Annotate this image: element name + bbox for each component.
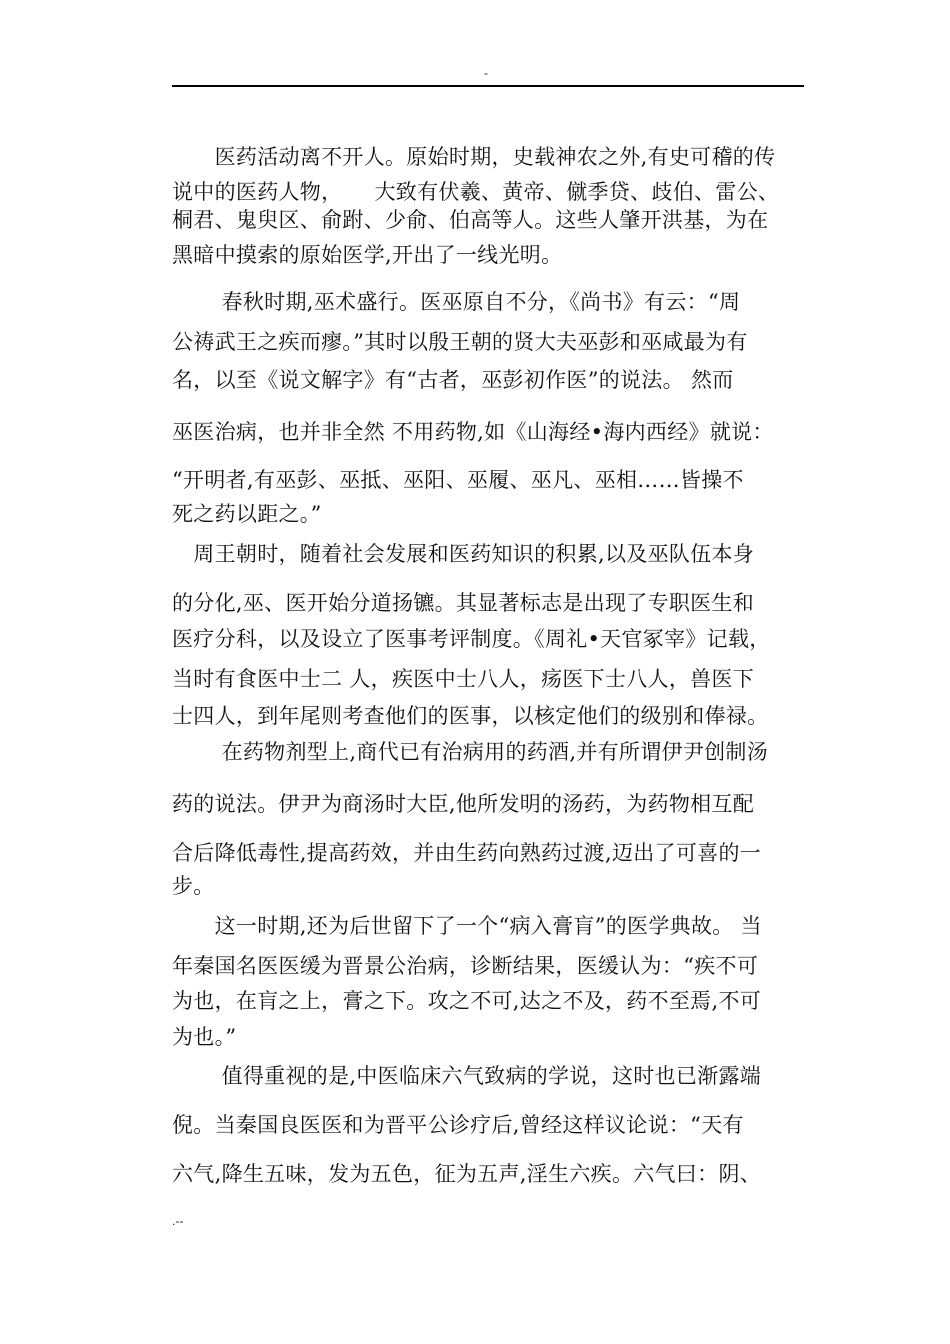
text-line: 这一时期,还为后世留下了一个“病入膏肓”的医学典故。 当 [172,914,762,938]
text-line: 为也，在肓之上，膏之下。攻之不可,达之不及，药不至焉,不可 [172,989,762,1013]
text-line: 士四人，到年尾则考查他们的医事，以核定他们的级别和俸禄。 [172,704,769,728]
text-line: 公祷武王之疾而瘳。”其时以殷王朝的贤大夫巫彭和巫咸最为有 [172,330,748,354]
footer-mark: .-- [172,1214,184,1228]
text-line: 步。 [172,874,215,898]
text-line: 当时有食医中士二 人，疾医中士八人，疡医下士八人，兽医下 [172,667,755,691]
text-line: 巫医治病，也并非全然 不用药物,如《山海经•海内西经》就说： [172,420,774,444]
text-line: “开明者,有巫彭、巫抵、巫阳、巫履、巫凡、巫相……皆操不 [172,468,744,492]
text-line: 春秋时期,巫术盛行。医巫原自不分，《尚书》有云：“周 [172,290,741,314]
text-line: 医疗分科，以及设立了医事考评制度。《周礼•天官冢宰》记载， [172,627,771,651]
text-line: 死之药以距之。” [172,502,322,526]
text-line: 合后降低毒性,提高药效，并由生药向熟药过渡,迈出了可喜的一 [172,841,762,865]
text-line: 为也。” [172,1025,237,1049]
text-line: 年秦国名医医缓为晋景公治病，诊断结果，医缓认为：“疾不可 [172,954,759,978]
text-line: 六气,降生五味，发为五色，征为五声,淫生六疾。六气曰：阴、 [172,1162,762,1186]
header-rule [172,85,804,87]
text-line: 的分化,巫、医开始分道扬镳。其显著标志是出现了专职医生和 [172,591,755,615]
text-line: 值得重视的是,中医临床六气致病的学说，这时也已渐露端 [172,1064,762,1088]
text-line: 在药物剂型上,商代已有治病用的药酒,并有所谓伊尹创制汤 [172,740,769,764]
text-line: 周王朝时，随着社会发展和医药知识的积累,以及巫队伍本身 [172,542,755,566]
header-mark: - [484,66,488,80]
text-line: 医药活动离不开人。原始时期，史载神农之外,有史可稽的传 [172,145,776,169]
text-line: 说中的医药人物， 大致有伏羲、黄帝、僦季贷、歧伯、雷公、 [172,180,780,204]
text-line: 黑暗中摸索的原始医学,开出了一线光明。 [172,243,563,267]
text-line: 名，以至《说文解字》有“古者，巫彭初作医”的说法。 然而 [172,368,734,392]
text-line: 药的说法。伊尹为商汤时大臣,他所发明的汤药，为药物相互配 [172,792,755,816]
text-line: 桐君、鬼臾区、俞跗、少俞、伯高等人。这些人肇开洪基，为在 [172,208,769,232]
text-line: 倪。当秦国良医医和为晋平公诊疗后,曾经这样议论说：“天有 [172,1113,744,1137]
